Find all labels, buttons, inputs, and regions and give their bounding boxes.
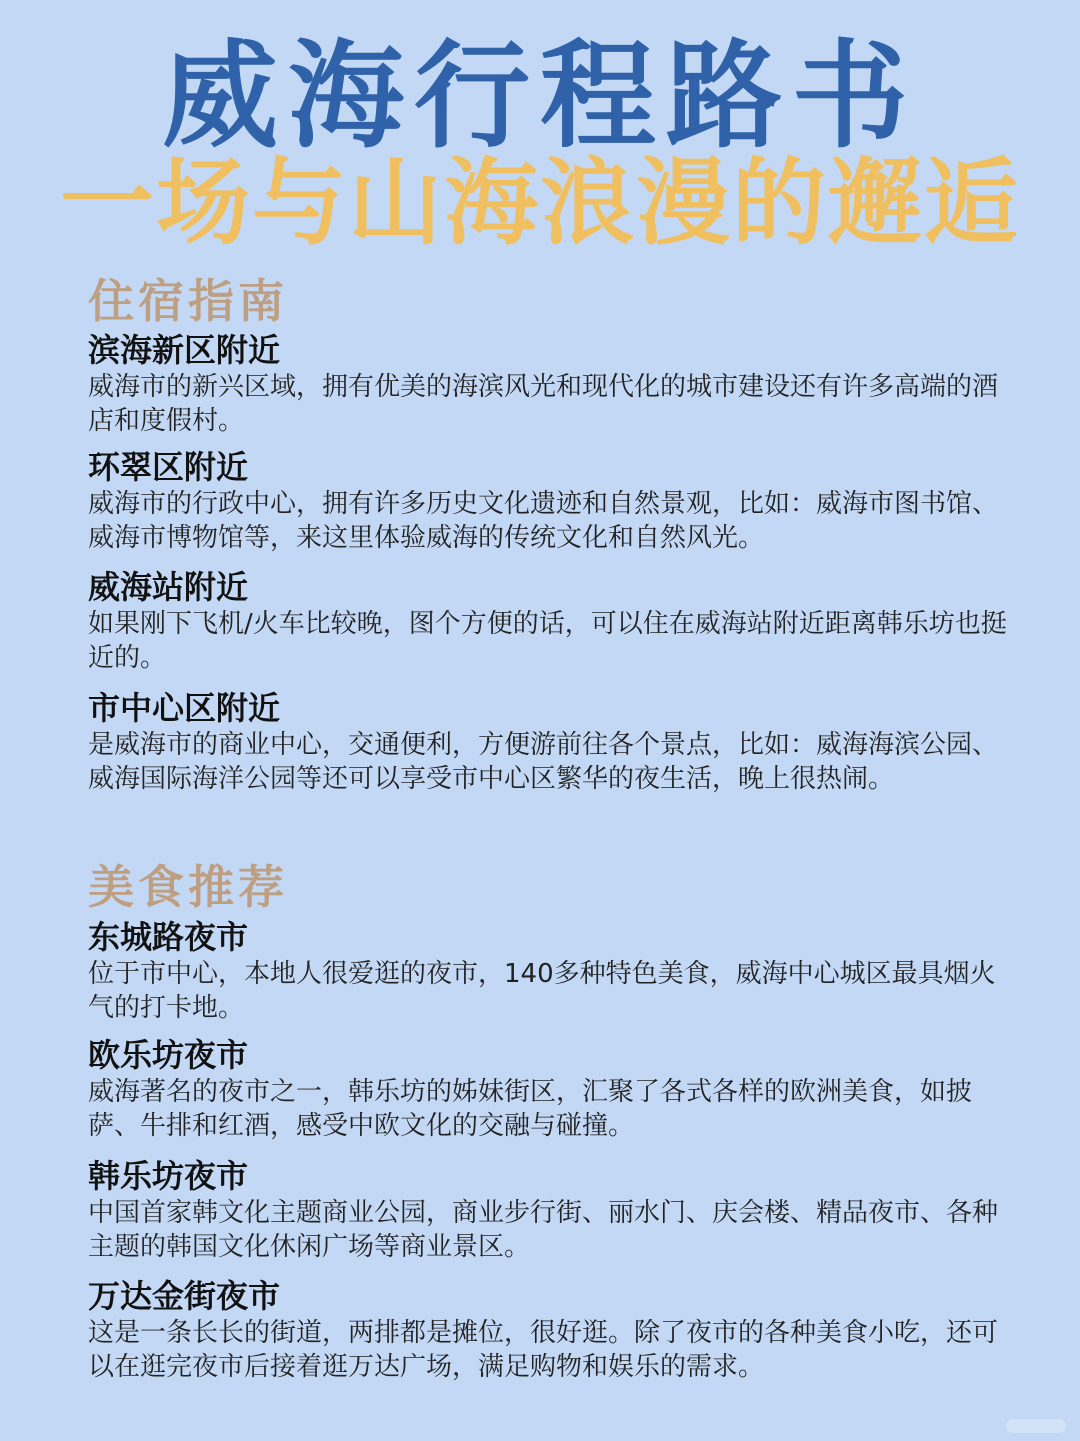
- item-title: 威海站附近: [88, 568, 249, 606]
- item-description: 中国首家韩文化主题商业公园，商业步行街、丽水门、庆会楼、精品夜市、各种主题的韩国文化休闲广场等商业景区。: [88, 1198, 999, 1262]
- item-title: 韩乐坊夜市: [88, 1157, 249, 1195]
- item-description: 威海著名的夜市之一，韩乐坊的姊妹街区，汇聚了各式各样的欧洲美食，如披萨、牛排和红酒，感受中欧文化的交融与碰撞。: [88, 1077, 973, 1141]
- section-heading-food: 美食推荐: [88, 860, 288, 914]
- item-description: 威海市的新兴区域，拥有优美的海滨风光和现代化的城市建设还有许多高端的酒店和度假村。: [88, 372, 999, 436]
- food-item: [88, 1157, 1008, 1264]
- accommodation-item: [88, 568, 1008, 675]
- accommodation-item: [88, 448, 1008, 555]
- accommodation-item: [88, 331, 1008, 438]
- item-title: 万达金街夜市: [88, 1277, 281, 1315]
- item-title: 欧乐坊夜市: [88, 1036, 249, 1074]
- accommodation-item: [88, 689, 1008, 796]
- page-title: 威海行程路书: [162, 29, 918, 164]
- watermark: [1006, 1419, 1066, 1433]
- item-description: 是威海市的商业中心，交通便利，方便游前往各个景点，比如：威海海滨公园、威海国际海洋公园等还可以享受市中心区繁华的夜生活，晚上很热闹。: [88, 730, 999, 794]
- item-description: 位于市中心，本地人很爱逛的夜市，140多种特色美食，威海中心城区最具烟火气的打卡地。: [88, 959, 996, 1023]
- food-item: [88, 1036, 1008, 1143]
- item-title: 东城路夜市: [88, 918, 249, 956]
- food-item: [88, 918, 1008, 1025]
- page-subtitle: 一场与山海浪漫的邂逅: [59, 149, 1020, 258]
- item-title: 市中心区附近: [88, 689, 281, 727]
- item-description: 如果刚下飞机/火车比较晚，图个方便的话，可以住在威海站附近距离韩乐坊也挺近的。: [88, 609, 1007, 673]
- item-description: 这是一条长长的街道，两排都是摊位，很好逛。除了夜市的各种美食小吃，还可以在逛完夜市后接着逛万达广场，满足购物和娱乐的需求。: [88, 1318, 999, 1382]
- section-heading-accommodation: 住宿指南: [88, 274, 288, 328]
- item-title: 环翠区附近: [88, 448, 249, 486]
- item-description: 威海市的行政中心，拥有许多历史文化遗迹和自然景观，比如：威海市图书馆、威海市博物馆等，来这里体验威海的传统文化和自然风光。: [88, 489, 999, 553]
- food-item: [88, 1277, 1008, 1384]
- item-title: 滨海新区附近: [88, 331, 281, 369]
